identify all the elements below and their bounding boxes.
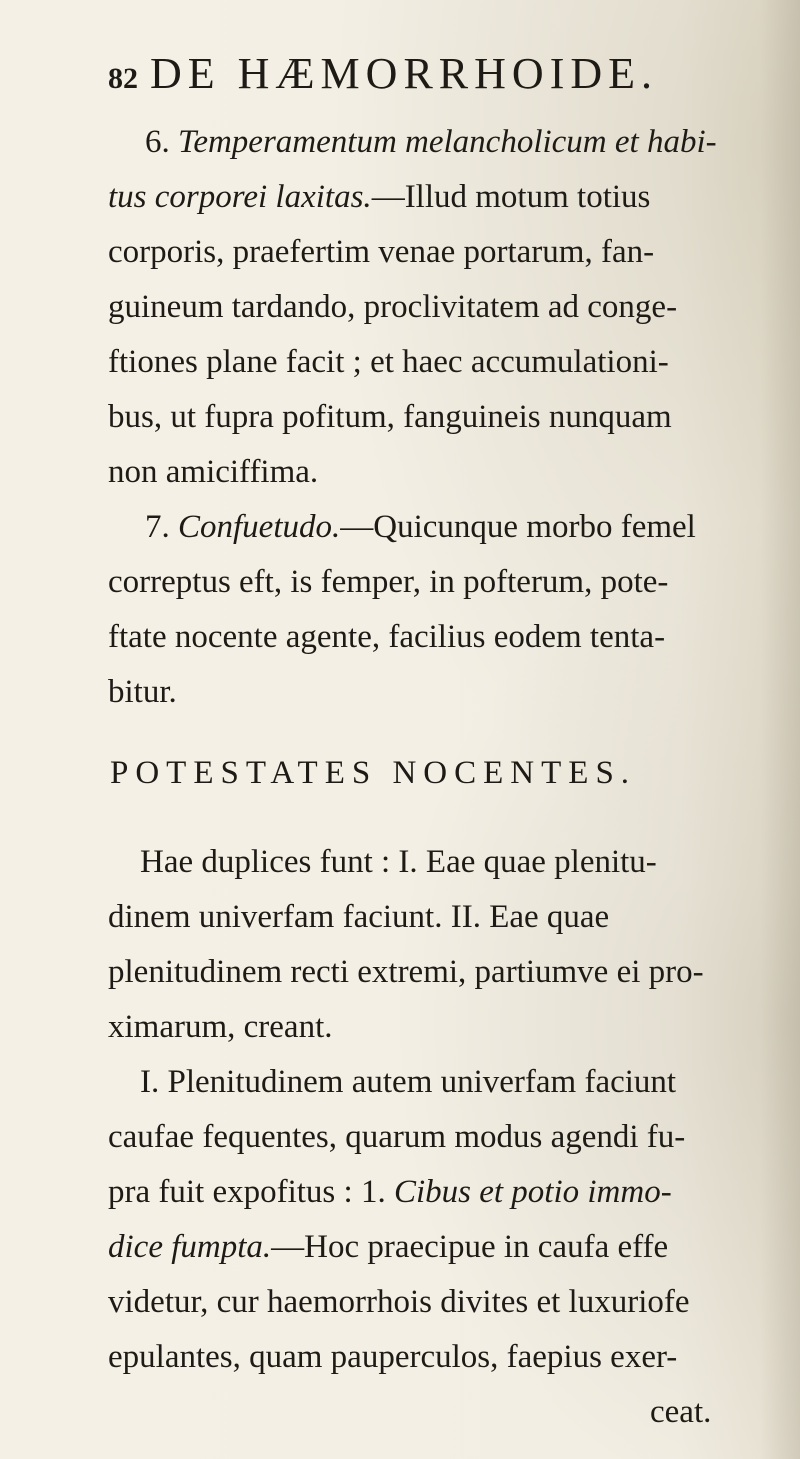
- catchword: ceat.: [650, 1394, 712, 1430]
- text-line: dice fumpta.—Hoc praecipue in caufa effe: [108, 1229, 669, 1265]
- text-line: ftate nocente agente, facilius eodem tenta-: [108, 619, 666, 655]
- page-number: 82: [108, 62, 138, 95]
- text-line: ftiones plane facit ; et haec accumulationi-: [108, 344, 669, 380]
- running-head: [108, 48, 658, 99]
- text-line: epulantes, quam pauperculos, faepius exer-: [108, 1339, 678, 1375]
- text-line: guineum tardando, proclivitatem ad conge-: [108, 289, 678, 325]
- text-line: non amiciffima.: [108, 454, 319, 490]
- text-line: Hae duplices funt : I. Eae quae plenitu-: [140, 844, 657, 880]
- text-line: plenitudinem recti extremi, partiumve ei pro-: [108, 954, 704, 990]
- text-line: corporis, praefertim venae portarum, fan-: [108, 234, 655, 270]
- text-line: dinem univerfam faciunt. II. Eae quae: [108, 899, 610, 935]
- text-line: bitur.: [108, 674, 177, 710]
- text-line: I. Plenitudinem autem univerfam faciunt: [140, 1064, 677, 1100]
- text-line: correptus eft, is femper, in pofterum, pote-: [108, 564, 669, 600]
- page-edge-shadow: [760, 0, 800, 1459]
- text-line: 6. Temperamentum melancholicum et habi-: [145, 124, 717, 160]
- text-line: caufae fequentes, quarum modus agendi fu-: [108, 1119, 686, 1155]
- text-line: bus, ut fupra pofitum, fanguineis nunquam: [108, 399, 672, 435]
- running-title: DE HÆMORRHOIDE.: [150, 49, 658, 98]
- text-line: ximarum, creant.: [108, 1009, 333, 1045]
- section-title: POTESTATES NOCENTES.: [110, 755, 637, 791]
- text-line: videtur, cur haemorrhois divites et luxuriofe: [108, 1284, 690, 1320]
- text-line: tus corporei laxitas.—Illud motum totius: [108, 179, 651, 215]
- text-line: pra fuit expofitus : 1. Cibus et potio immo-: [108, 1174, 672, 1210]
- text-line: 7. Confuetudo.—Quicunque morbo femel: [145, 509, 696, 545]
